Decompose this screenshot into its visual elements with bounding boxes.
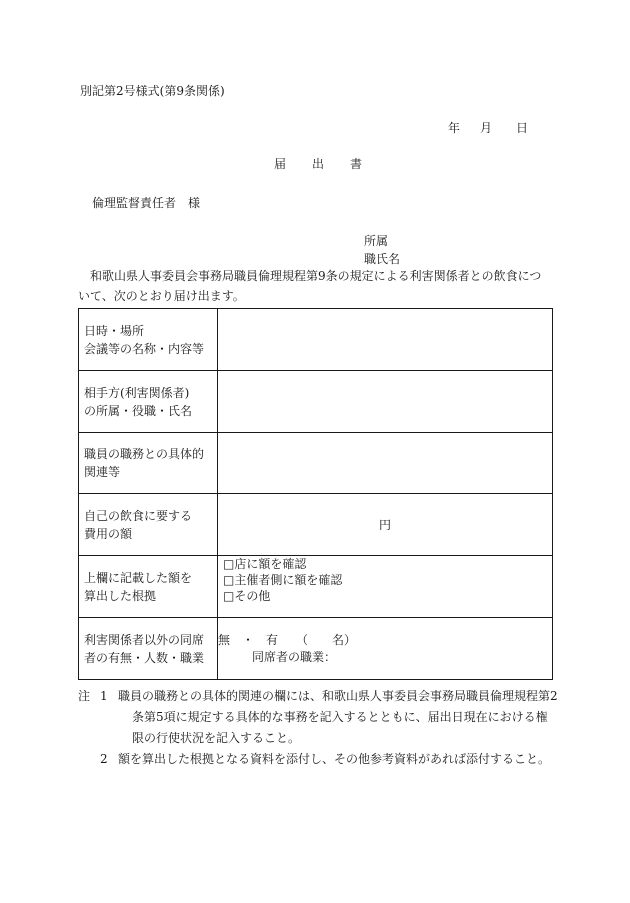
datetime-place-field[interactable] bbox=[218, 309, 553, 371]
table-row bbox=[79, 618, 553, 680]
note-number: 1 bbox=[100, 689, 108, 703]
note-number: 2 bbox=[100, 752, 108, 766]
row-label bbox=[79, 618, 218, 680]
table-row bbox=[79, 309, 553, 371]
note-text: 職員の職務との具体的関連の欄には、和歌山県人事委員会事務局職員倫理規程第2条第5項に規定する具体的な事務を記入するとともに、届出日現在における権限の行使状況を記入すること。 bbox=[118, 689, 558, 745]
table-row bbox=[79, 371, 553, 433]
label-line: 算出した根拠 bbox=[84, 588, 157, 603]
attendees-field[interactable] bbox=[218, 618, 553, 680]
yen-unit: 円 bbox=[378, 518, 391, 532]
report-table bbox=[78, 308, 553, 680]
attendees-occupation: 同席者の職業： bbox=[252, 649, 337, 664]
row-label bbox=[79, 556, 218, 618]
note-item bbox=[78, 686, 558, 749]
title-char-3: 書 bbox=[350, 157, 363, 171]
label-line: 者の有無・人数・職業 bbox=[84, 650, 205, 665]
note-prefix: 注 bbox=[78, 689, 91, 703]
label-line: 利害関係者以外の同席 bbox=[84, 632, 205, 647]
table-row bbox=[79, 433, 553, 494]
table-row bbox=[79, 494, 553, 556]
date-year: 年 bbox=[448, 121, 461, 135]
notes bbox=[78, 686, 558, 770]
row-label bbox=[79, 309, 218, 371]
document-title bbox=[274, 155, 362, 172]
note-item bbox=[78, 749, 558, 770]
date-day: 日 bbox=[516, 121, 529, 135]
option-organizer-checkbox[interactable]: □主催者側に額を確認 bbox=[223, 573, 343, 587]
attendees-presence: 無 ・ 有 （ 名） bbox=[218, 632, 357, 647]
row-label bbox=[79, 371, 218, 433]
addressee: 倫理監督責任者 様 bbox=[92, 196, 201, 210]
basis-options bbox=[218, 556, 553, 618]
label-line: 費用の額 bbox=[84, 526, 133, 541]
label-line: 関連等 bbox=[84, 465, 121, 479]
label-line: 相手方(利害関係者) bbox=[84, 385, 190, 400]
label-line: 上欄に記載した額を bbox=[84, 570, 193, 585]
counterparty-field[interactable] bbox=[218, 371, 553, 433]
title-char-1: 届 bbox=[274, 157, 287, 171]
label-line: 自己の飲食に要する bbox=[84, 508, 193, 523]
intro-paragraph: 和歌山県人事委員会事務局職員倫理規程第9条の規定による利害関係者との飲食について、次のとおり届け出ます。 bbox=[78, 269, 542, 303]
sender-dept-label: 所属 bbox=[364, 234, 389, 248]
option-other-checkbox[interactable]: □その他 bbox=[223, 589, 271, 603]
date-line bbox=[448, 119, 528, 136]
date-month: 月 bbox=[480, 121, 493, 135]
form-id: 別記第2号様式(第9条関係) bbox=[80, 84, 225, 98]
table-row bbox=[79, 556, 553, 618]
label-line: 職員の職務との具体的 bbox=[84, 447, 205, 461]
label-line: の所属・役職・氏名 bbox=[84, 403, 193, 418]
option-store-checkbox[interactable]: □店に額を確認 bbox=[223, 557, 307, 571]
cost-field[interactable] bbox=[218, 494, 553, 556]
label-line: 日時・場所 bbox=[84, 323, 145, 338]
duty-relation-field[interactable] bbox=[218, 433, 553, 494]
row-label bbox=[79, 433, 218, 494]
row-label bbox=[79, 494, 218, 556]
label-line: 会議等の名称・内容等 bbox=[84, 341, 205, 356]
note-text: 額を算出した根拠となる資料を添付し、その他参考資料があれば添付すること。 bbox=[118, 752, 551, 766]
sender-name-label: 職氏名 bbox=[364, 252, 401, 266]
title-char-2: 出 bbox=[312, 157, 325, 171]
